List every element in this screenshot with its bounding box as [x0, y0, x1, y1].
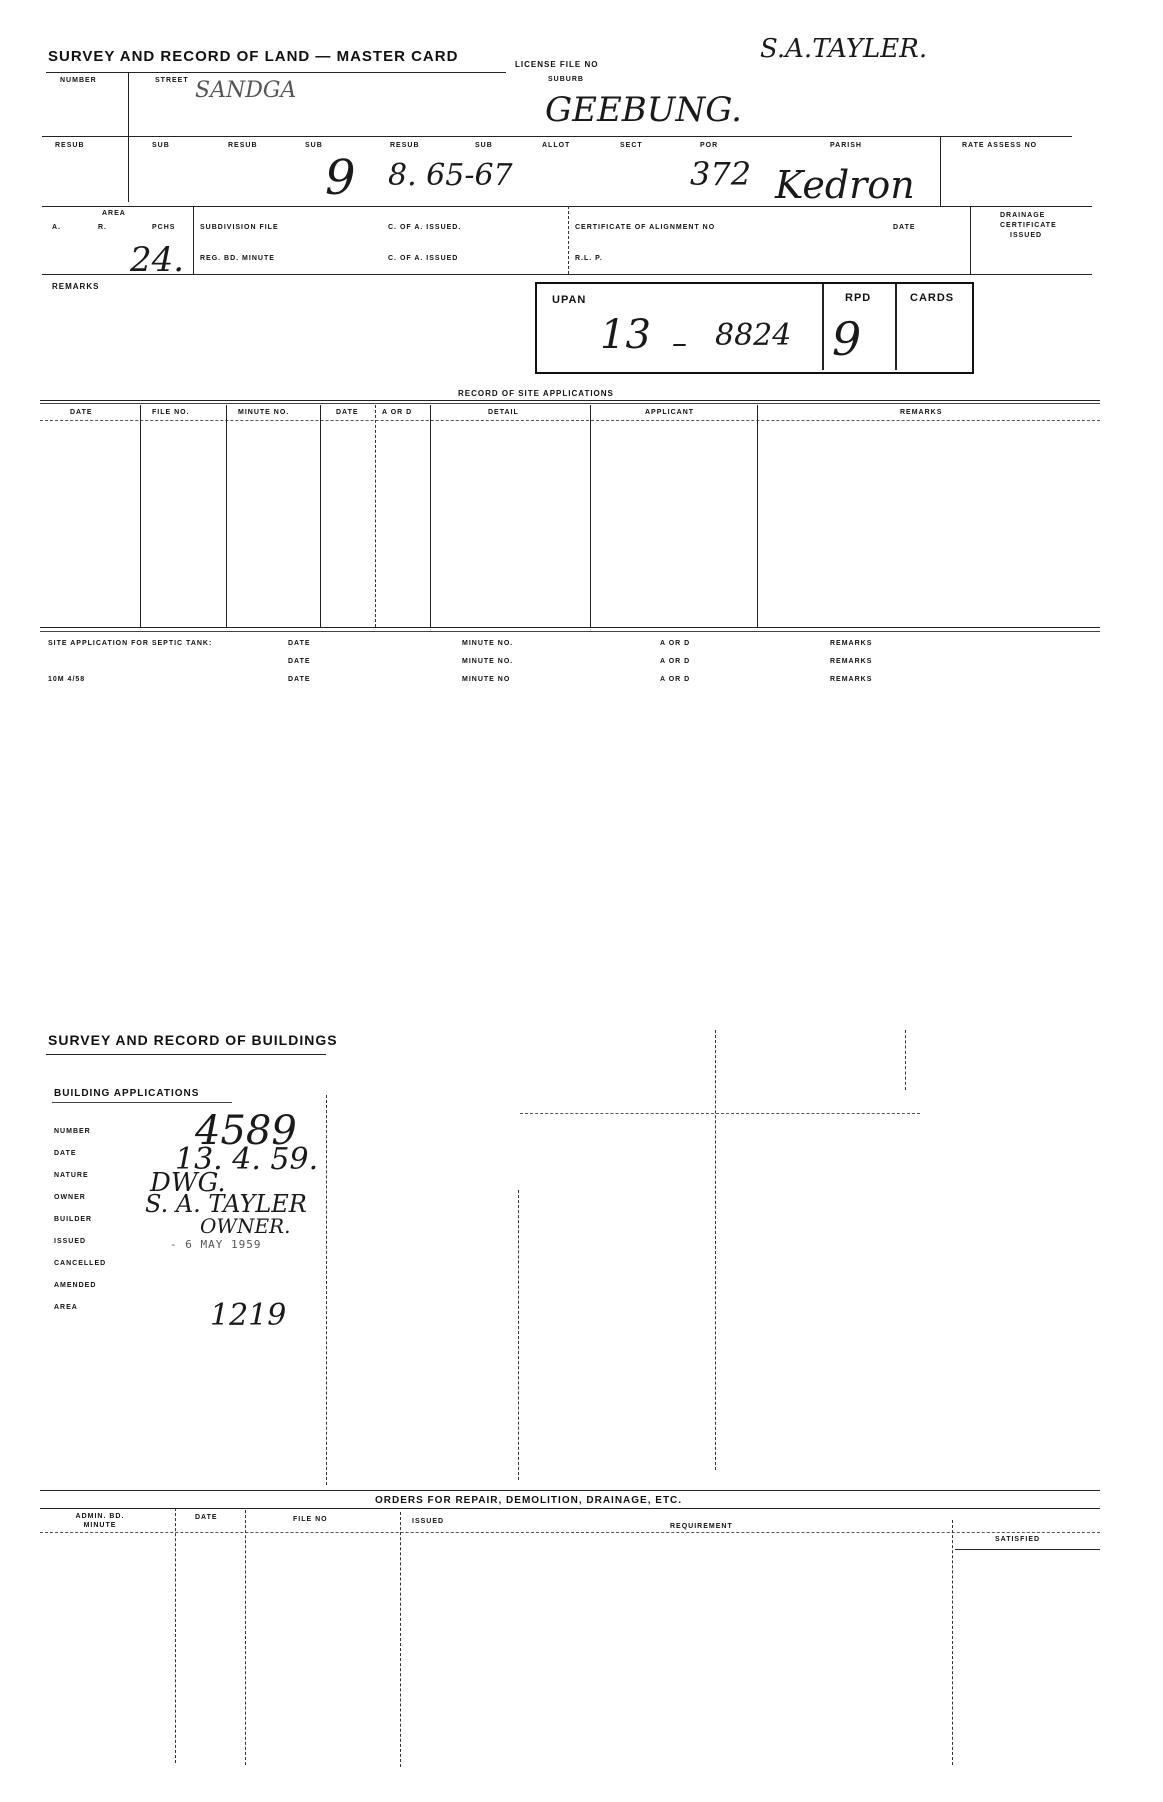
- col-remarks: REMARKS: [900, 409, 943, 416]
- license-file-label: LICENSE FILE NO: [515, 60, 599, 69]
- septic-remarks-1: REMARKS: [830, 640, 873, 647]
- orders-title: ORDERS FOR REPAIR, DEMOLITION, DRAINAGE, ETC.: [375, 1495, 683, 1506]
- field-cancelled-label: CANCELLED: [54, 1260, 107, 1267]
- buildings-card-title: SURVEY AND RECORD OF BUILDINGS: [48, 1032, 338, 1048]
- owner-handwritten: S.A.TAYLER.: [760, 34, 928, 64]
- septic-aord-3: A OR D: [660, 676, 691, 683]
- col-admin-bd-minute: ADMIN. BD. MINUTE: [75, 1513, 125, 1529]
- street-label: STREET: [155, 77, 189, 84]
- building-nature-value: DWG.: [150, 1168, 226, 1198]
- building-area-value: 1219: [210, 1298, 287, 1333]
- drainage-label-2: CERTIFICATE: [1000, 222, 1057, 229]
- col-a-or-d: A OR D: [382, 409, 413, 416]
- field-amended-label: AMENDED: [54, 1282, 97, 1289]
- building-date-value: 13. 4. 59.: [175, 1142, 319, 1177]
- pchs-label: PCHS: [152, 224, 176, 231]
- septic-date-2: DATE: [288, 658, 311, 665]
- septic-minute-1: MINUTE NO.: [462, 640, 514, 647]
- form-ref: 10M 4/58: [48, 676, 86, 683]
- septic-remarks-2: REMARKS: [830, 658, 873, 665]
- septic-minute-3: MINUTE NO: [462, 676, 511, 683]
- upan-dash-icon: –: [672, 326, 687, 361]
- septic-aord-1: A OR D: [660, 640, 691, 647]
- suburb-handwritten: GEEBUNG.: [545, 90, 742, 130]
- drainage-label-1: DRAINAGE: [1000, 212, 1046, 219]
- sub-label-3: SUB: [475, 142, 493, 149]
- drainage-label-3: ISSUED: [1010, 232, 1043, 239]
- certificate-alignment-label: CERTIFICATE OF ALIGNMENT NO: [575, 224, 716, 231]
- reg-bd-minute-label: REG. BD. MINUTE: [200, 255, 275, 262]
- field-builder-label: BUILDER: [54, 1216, 93, 1223]
- col-requirement: REQUIREMENT: [670, 1523, 733, 1530]
- rpd-value: 9: [832, 312, 862, 366]
- col-file-no: FILE NO.: [152, 409, 190, 416]
- col-date-2: DATE: [336, 409, 359, 416]
- number-label: NUMBER: [60, 77, 97, 84]
- por-value: 372: [690, 155, 752, 193]
- building-applications-label: BUILDING APPLICATIONS: [54, 1088, 200, 1099]
- septic-minute-2: MINUTE NO.: [462, 658, 514, 665]
- col-orders-issued: ISSUED: [412, 1518, 445, 1525]
- septic-date-1: DATE: [288, 640, 311, 647]
- suburb-label: SUBURB: [548, 76, 584, 83]
- field-nature-label: NATURE: [54, 1172, 89, 1179]
- rate-assess-label: RATE ASSESS NO: [962, 142, 1038, 149]
- subdivision-file-label: SUBDIVISION FILE: [200, 224, 279, 231]
- area-label: AREA: [102, 210, 126, 217]
- parish-value: Kedron: [775, 163, 915, 207]
- septic-date-3: DATE: [288, 676, 311, 683]
- upan-value-a: 13: [600, 312, 651, 358]
- building-builder-value: OWNER.: [200, 1214, 291, 1238]
- upan-value-b: 8824: [715, 318, 792, 353]
- sect-label: SECT: [620, 142, 643, 149]
- parish-label: PARISH: [830, 142, 862, 149]
- col-minute-no: MINUTE NO.: [238, 409, 290, 416]
- allot-label: ALLOT: [542, 142, 571, 149]
- site-applications-title: RECORD OF SITE APPLICATIONS: [458, 389, 614, 398]
- field-date-label: DATE: [54, 1150, 77, 1157]
- septic-label: SITE APPLICATION FOR SEPTIC TANK:: [48, 640, 213, 647]
- area-r-label: R.: [98, 224, 107, 231]
- c-of-a-issued-label-1: C. OF A. ISSUED.: [388, 224, 462, 231]
- septic-aord-2: A OR D: [660, 658, 691, 665]
- pchs-value: 24.: [130, 240, 185, 280]
- septic-remarks-3: REMARKS: [830, 676, 873, 683]
- area-a-label: A.: [52, 224, 61, 231]
- resub-label-3: RESUB: [390, 142, 420, 149]
- building-number-value: 4589: [195, 1108, 297, 1154]
- issued-date-stamp: - 6 MAY 1959: [170, 1238, 262, 1251]
- upan-label: UPAN: [552, 294, 587, 306]
- col-satisfied: SATISFIED: [995, 1536, 1041, 1543]
- rl-p-label: R.L. P.: [575, 255, 603, 262]
- field-issued-label: ISSUED: [54, 1238, 87, 1245]
- field-number-label: NUMBER: [54, 1128, 91, 1135]
- col-date: DATE: [70, 409, 93, 416]
- sub-label-2: SUB: [305, 142, 323, 149]
- resub-label-2: RESUB: [228, 142, 258, 149]
- c-of-a-issued-label-2: C. OF A. ISSUED: [388, 255, 459, 262]
- por-label: POR: [700, 142, 719, 149]
- col-detail: DETAIL: [488, 409, 519, 416]
- land-card-title: SURVEY AND RECORD OF LAND — MASTER CARD: [48, 48, 459, 65]
- cards-label: CARDS: [910, 292, 955, 304]
- col-orders-file-no: FILE NO: [293, 1516, 328, 1523]
- col-applicant: APPLICANT: [645, 409, 695, 416]
- building-owner-value: S. A. TAYLER: [145, 1190, 307, 1218]
- date-label-cert: DATE: [893, 224, 916, 231]
- street-handwritten: SANDGA: [195, 78, 297, 103]
- sub-label-1: SUB: [152, 142, 170, 149]
- remarks-label: REMARKS: [52, 282, 100, 291]
- rpd-label: RPD: [845, 292, 872, 304]
- field-area-label: AREA: [54, 1304, 78, 1311]
- resub-allot-value: 8. 65-67: [388, 158, 513, 193]
- field-owner-label: OWNER: [54, 1194, 86, 1201]
- resub-label-1: RESUB: [55, 142, 85, 149]
- col-orders-date: DATE: [195, 1514, 218, 1521]
- sub-value: 9: [325, 150, 356, 206]
